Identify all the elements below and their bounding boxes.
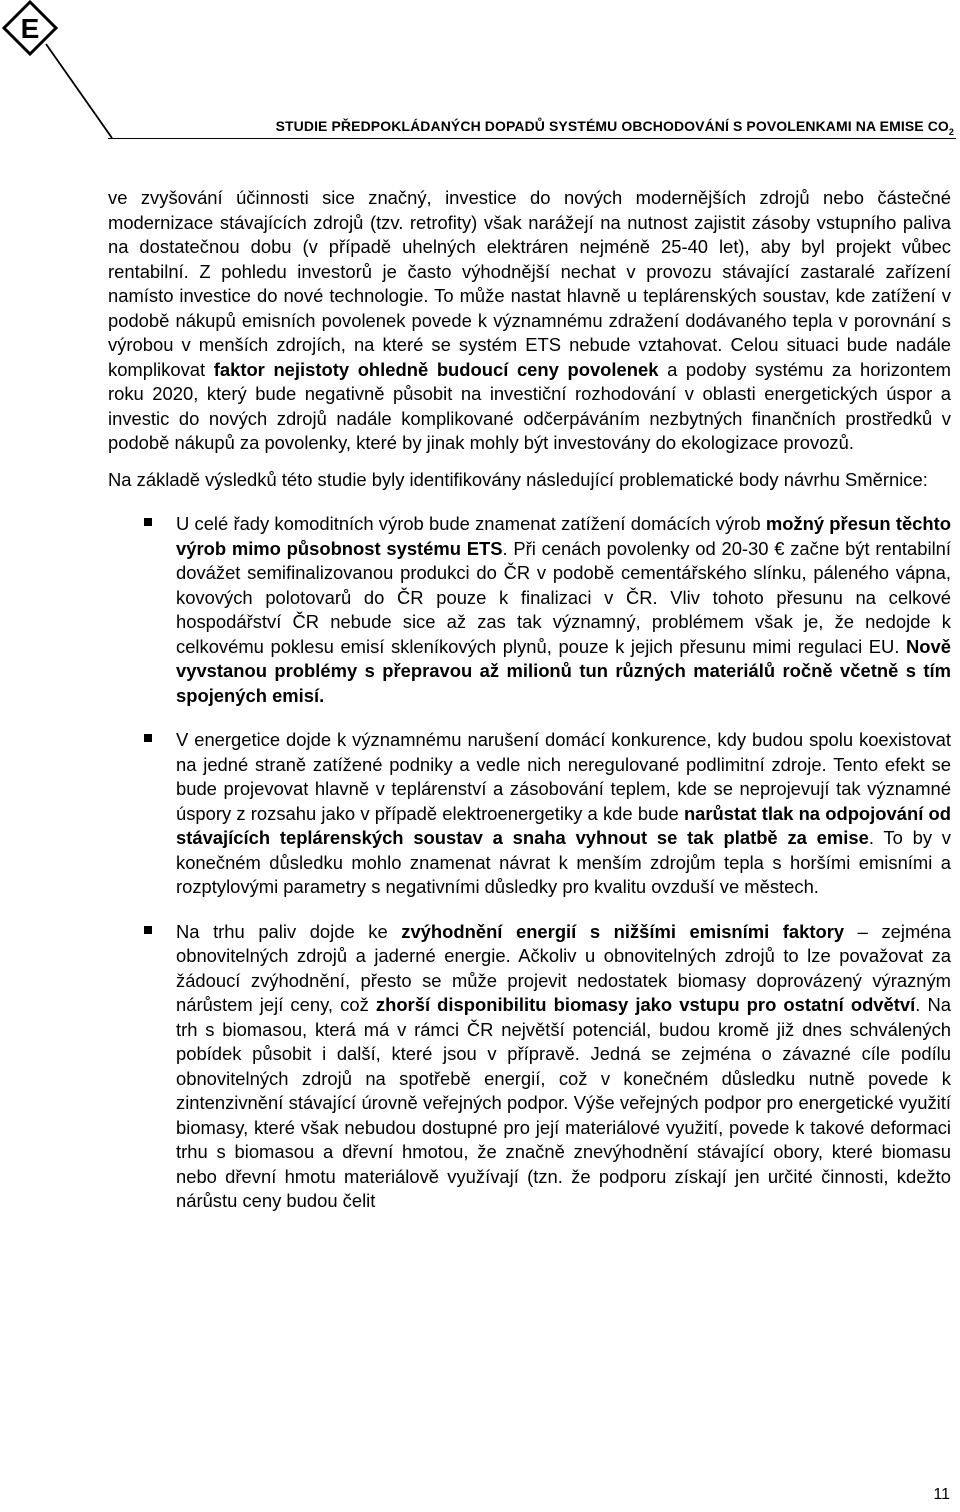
bullet-3-emphasis-d: zhorší disponibilitu biomasy jako vstupu pro ostatní odvětví <box>375 994 916 1015</box>
publisher-logo <box>0 0 120 140</box>
bullet-2-emphasis: narůstat tlak na odpojování od stávajících teplárenských soustav a snaha vyhnout se tak platbě za emise <box>176 802 951 848</box>
bullet-3-text-c: – zejména obnovitelných zdrojů a jaderné energie. Ačkoliv u obnovitelných zdrojů to lze považovat za žádoucí zvýhodnění, přesto se může projevit nedostatek biomasy doprovázený výrazným nárůstem její ceny, což <box>176 920 951 1015</box>
square-bullet-icon <box>144 926 152 934</box>
running-header <box>276 118 954 137</box>
bullet-3-text-a: Na trhu paliv dojde ke <box>176 920 402 942</box>
paragraph-1-emphasis: faktor nejistoty ohledně budoucí ceny povolenek <box>213 358 659 380</box>
running-header-title: STUDIE PŘEDPOKLÁDANÝCH DOPADŮ SYSTÉMU OBCHODOVÁNÍ S POVOLENKAMI NA EMISE CO <box>275 118 949 134</box>
paragraph-1-text-c: a podoby systému za horizontem roku 2020, který bude negativně působit na investiční rozhodování v oblasti energetických úspor a investic do nových zdrojů nadále komplikované odčerpáváním nezbytných finančních prostředků v podobě nákupů za povolenky, které by jinak mohly být investovány do ekologizace provozů. <box>108 358 951 453</box>
list-item <box>108 512 951 708</box>
paragraph-1-text-a: ve zvyšování účinnosti sice značný, investice do nových modernějších zdrojů nebo částečné modernizace stávajících zdrojů (tzv. retrofity) však narážejí na nutnost zajistit zásoby vstupního paliva na dostatečnou dobu (v případě uhelných elektráren nejméně 25-40 let), aby byl projekt vůbec rentabilní. Z pohledu investorů je často výhodnější nechat v provozu stávající zastaralé zařízení namísto investice do nové technologie. To může nastat hlavně u teplárenských soustav, kde zatížení v podobě nákupů emisních povolenek povede k významnému zdražení dodávaného tepla v porovnání s výrobou v menších zdrojích, na které se systém ETS nebude vztahovat. Celou situaci bude nadále komplikovat <box>108 187 951 380</box>
running-header-subscript: 2 <box>948 126 954 137</box>
logo-letter: E <box>20 13 40 44</box>
logo-diamond-icon <box>0 0 120 140</box>
page-number: 11 <box>933 1486 950 1503</box>
bullet-1-text-a: U celé řady komoditních výrob bude znamenat zatížení domácích výrob <box>176 513 766 534</box>
bullet-1-emphasis-b: možný přesun těchto výrob mimo působnost systému ETS <box>176 513 952 559</box>
square-bullet-icon <box>144 518 152 526</box>
square-bullet-icon <box>144 734 152 742</box>
bullet-2-text-a: V energetice dojde k významnému narušení domácí konkurence, kdy budou spolu koexistovat na jedné straně zatížené podniky a vedle nich neregulované podlimitní zdroje. Tento efekt se bude projevovat hlavně v teplárenství a zásobování teplem, kde se neprojevují tak významné úspory z rozsahu jako v případě elektroenergetiky a kde bude <box>176 729 951 824</box>
bullet-1-text-c: . Při cenách povolenky od 20-30 € začne být rentabilní dovážet semifinalizovanou produkci do ČR v podobě cementářského slínku, páleného vápna, kovových polotovarů do ČR pouze k finalizaci v ČR. Vliv tohoto přesunu na celkové hospodářství ČR nebude sice až zas tak významný, problémem však je, že nedojde k celkovému poklesu emisí skleníkových plynů, pouze k jejich přesunu mimi regulaci EU. <box>176 537 952 657</box>
list-item <box>108 728 951 900</box>
bullet-3-text-e: . Na trh s biomasou, která má v rámci ČR největší potenciál, budou kromě již dnes schválených pobídek působit i další, které jsou v přípravě. Jedná se zejména o závazné cíle podílu obnovitelných zdrojů na spotřebě energií, což v konečném důsledku nutně povede k zintenzivnění stávající úrovně veřejných podpor. Výše veřejných podpor pro energetické využití biomasy, které však nebudou dostupné pro její materiálové využití, povede k takové deformaci trhu s biomasou a dřevní hmotou, že značně znevýhodnění stávající obory, které biomasu nebo dřevní hmotu materiálově využívají (tzn. že podporu získají jen určité činnosti, kdežto nárůstu ceny budou čelit <box>176 994 951 1211</box>
header-divider <box>108 138 956 139</box>
paragraph-1 <box>108 186 951 456</box>
bullet-2-text-c: . To by v konečném důsledku mohlo znamenat návrat k menším zdrojům tepla s horšími emisními a rozptylovými parametry s negativními důsledky pro kvalitu ovzduší ve městech. <box>176 827 951 897</box>
bullet-1-emphasis-d: Nově vyvstanou problémy s přepravou až milionů tun různých materiálů ročně včetně s tím spojených emisí. <box>176 635 951 706</box>
bullet-3-emphasis-b: zvýhodnění energií s nižšími emisními faktory <box>401 920 845 942</box>
list-item <box>108 920 951 1214</box>
page-body <box>108 186 951 1234</box>
problem-list <box>108 512 951 1214</box>
paragraph-2: Na základě výsledků této studie byly identifikovány následující problematické body návrhu Směrnice: <box>108 468 928 490</box>
